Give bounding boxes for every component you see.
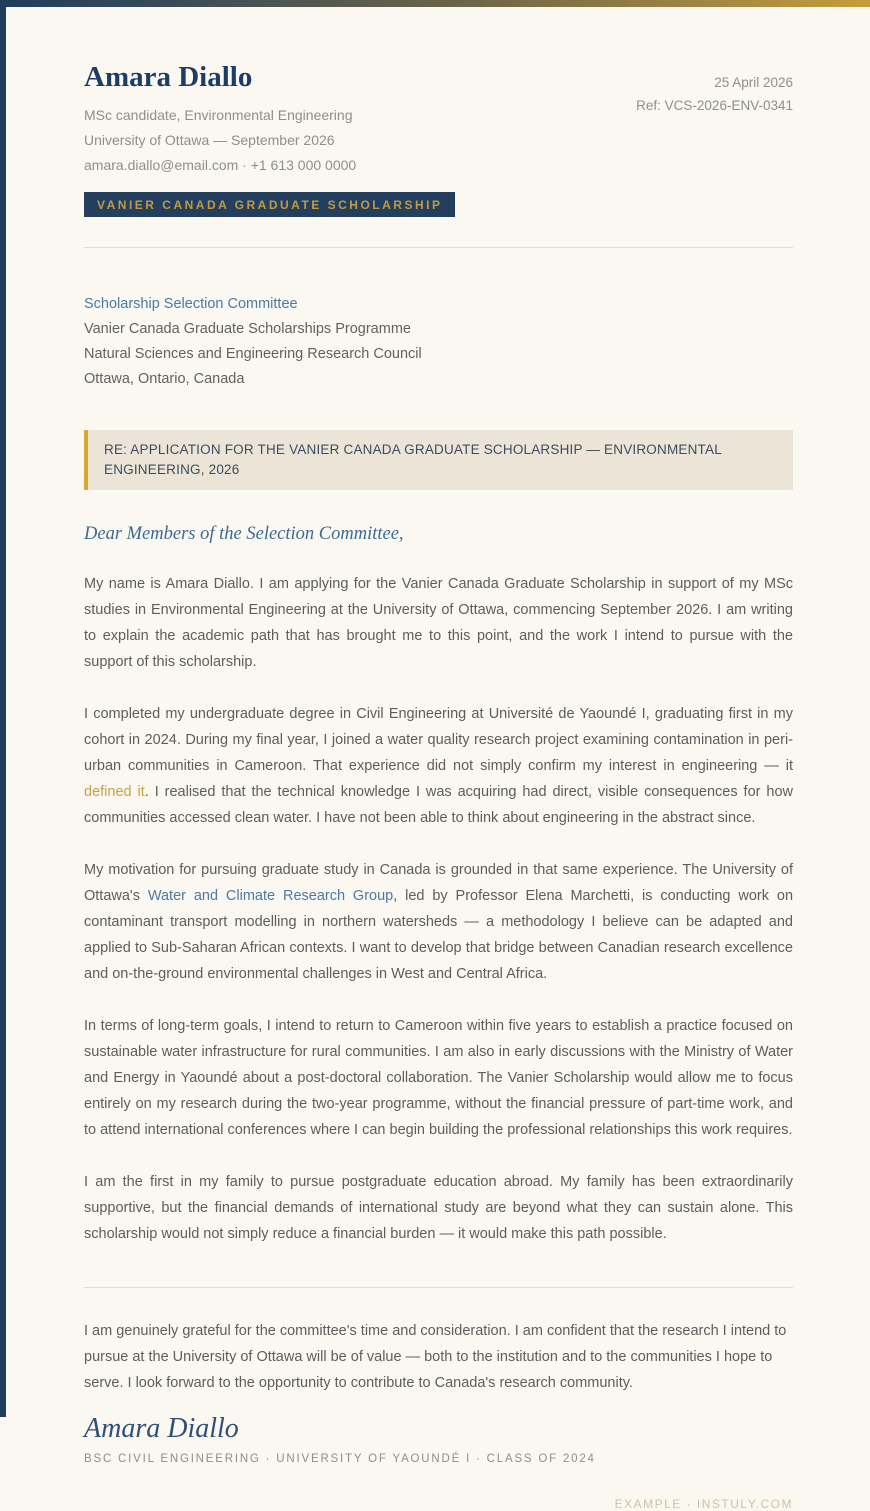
letter-date: 25 April 2026 [714, 75, 793, 90]
emphasis-gold-text: defined it [84, 783, 145, 800]
paragraph-text: My name is Amara Diallo. I am applying for the Vanier Canada Graduate Scholarship in support of my MSc studies in Environmental Engineering at the University of Ottawa, commencing September 2026. I am writing to explain the academic path that has brought me to this point, and the work I intend to pursue with the support of this scholarship. [84, 575, 793, 670]
subject-line: RE: APPLICATION FOR THE VANIER CANADA GRADUATE SCHOLARSHIP — ENVIRONMENTAL ENGINEERING, 2026 [84, 430, 793, 490]
closing-paragraph: I am genuinely grateful for the committee's time and consideration. I am confident that the research I intend to pursue at the University of Ottawa will be of value — both to the institution and to the communities I hope to serve. I look forward to the opportunity to contribute to Canada's research community. [84, 1322, 787, 1391]
salutation: Dear Members of the Selection Committee, [84, 523, 404, 544]
top-accent-bar [0, 0, 870, 7]
header-divider [84, 247, 793, 248]
recipient-location: Ottawa, Ontario, Canada [84, 370, 245, 387]
closing-divider [84, 1287, 793, 1288]
letter-body [84, 571, 793, 1247]
paragraph-text: . I realised that the technical knowledge I was acquiring had direct, visible consequences for how communities accessed clean water. I have not been able to think about engineering in the abstract since. [84, 783, 793, 826]
paragraph-text: I completed my undergraduate degree in Civil Engineering at Université de Yaoundé I, graduating first in my cohort in 2024. During my final year, I joined a water quality research project examining contamination in peri-urban communities in Cameroon. That experience did not simply confirm my interest in engineering — it [84, 705, 793, 774]
letter-paragraph [84, 571, 793, 675]
letterhead [84, 62, 793, 217]
inline-link[interactable]: Water and Climate Research Group [147, 887, 394, 904]
letter-paragraph [84, 1169, 793, 1247]
sender-contact: amara.diallo@email.com · +1 613 000 0000 [84, 156, 357, 173]
sender-details [84, 103, 455, 178]
signature-credentials: BSC CIVIL ENGINEERING · UNIVERSITY OF YAOUNDÉ I · CLASS OF 2024 [84, 1452, 596, 1465]
sender-role: MSc candidate, Environmental Engineering [84, 106, 353, 123]
paragraph-text: In terms of long-term goals, I intend to return to Cameroon within five years to establish a practice focused on sustainable water infrastructure for rural communities. I am also in early discussions with the Ministry of Water and Energy in Yaoundé about a post-doctoral collaboration. The Vanier Scholarship would allow me to focus entirely on my research during the two-year programme, without the financial pressure of part-time work, and to attend international conferences where I can begin building the professional relationships this work requires. [84, 1017, 793, 1138]
recipient-programme: Vanier Canada Graduate Scholarships Programme [84, 320, 411, 337]
sender-institution: University of Ottawa — September 2026 [84, 131, 335, 148]
left-accent-bar [0, 0, 6, 1417]
sender-name: Amara Diallo [84, 61, 253, 93]
recipient-committee-link[interactable]: Scholarship Selection Committee [84, 295, 298, 312]
letter-paragraph [84, 1013, 793, 1143]
footer-watermark: EXAMPLE · INSTULY.COM [614, 1496, 793, 1511]
letter-paragraph [84, 701, 793, 831]
date-reference-block [636, 62, 793, 117]
recipient-council: Natural Sciences and Engineering Research Council [84, 345, 422, 362]
letter-reference: Ref: VCS-2026-ENV-0341 [636, 98, 793, 113]
signature-name: Amara Diallo [84, 1412, 239, 1444]
recipient-block [84, 292, 793, 392]
paragraph-text: My motivation for pursuing graduate study in Canada is grounded in that same experience. The University of Ottawa's [84, 861, 793, 904]
letter-paragraph [84, 857, 793, 987]
sender-block [84, 62, 455, 217]
paragraph-text: I am the first in my family to pursue postgraduate education abroad. My family has been extraordinarily supportive, but the financial demands of international study are beyond what they can sustain alone. This scholarship would not simply reduce a financial burden — it would make this path possible. [84, 1173, 793, 1242]
scholarship-badge: VANIER CANADA GRADUATE SCHOLARSHIP [84, 192, 455, 217]
paragraph-text: , led by Professor Elena Marchetti, is conducting work on contaminant transport modelling in northern watersheds — a methodology I believe can be adapted and applied to Sub-Saharan African contexts. I want to develop that bridge between Canadian research excellence and on-the-ground environmental challenges in West and Central Africa. [84, 887, 794, 982]
